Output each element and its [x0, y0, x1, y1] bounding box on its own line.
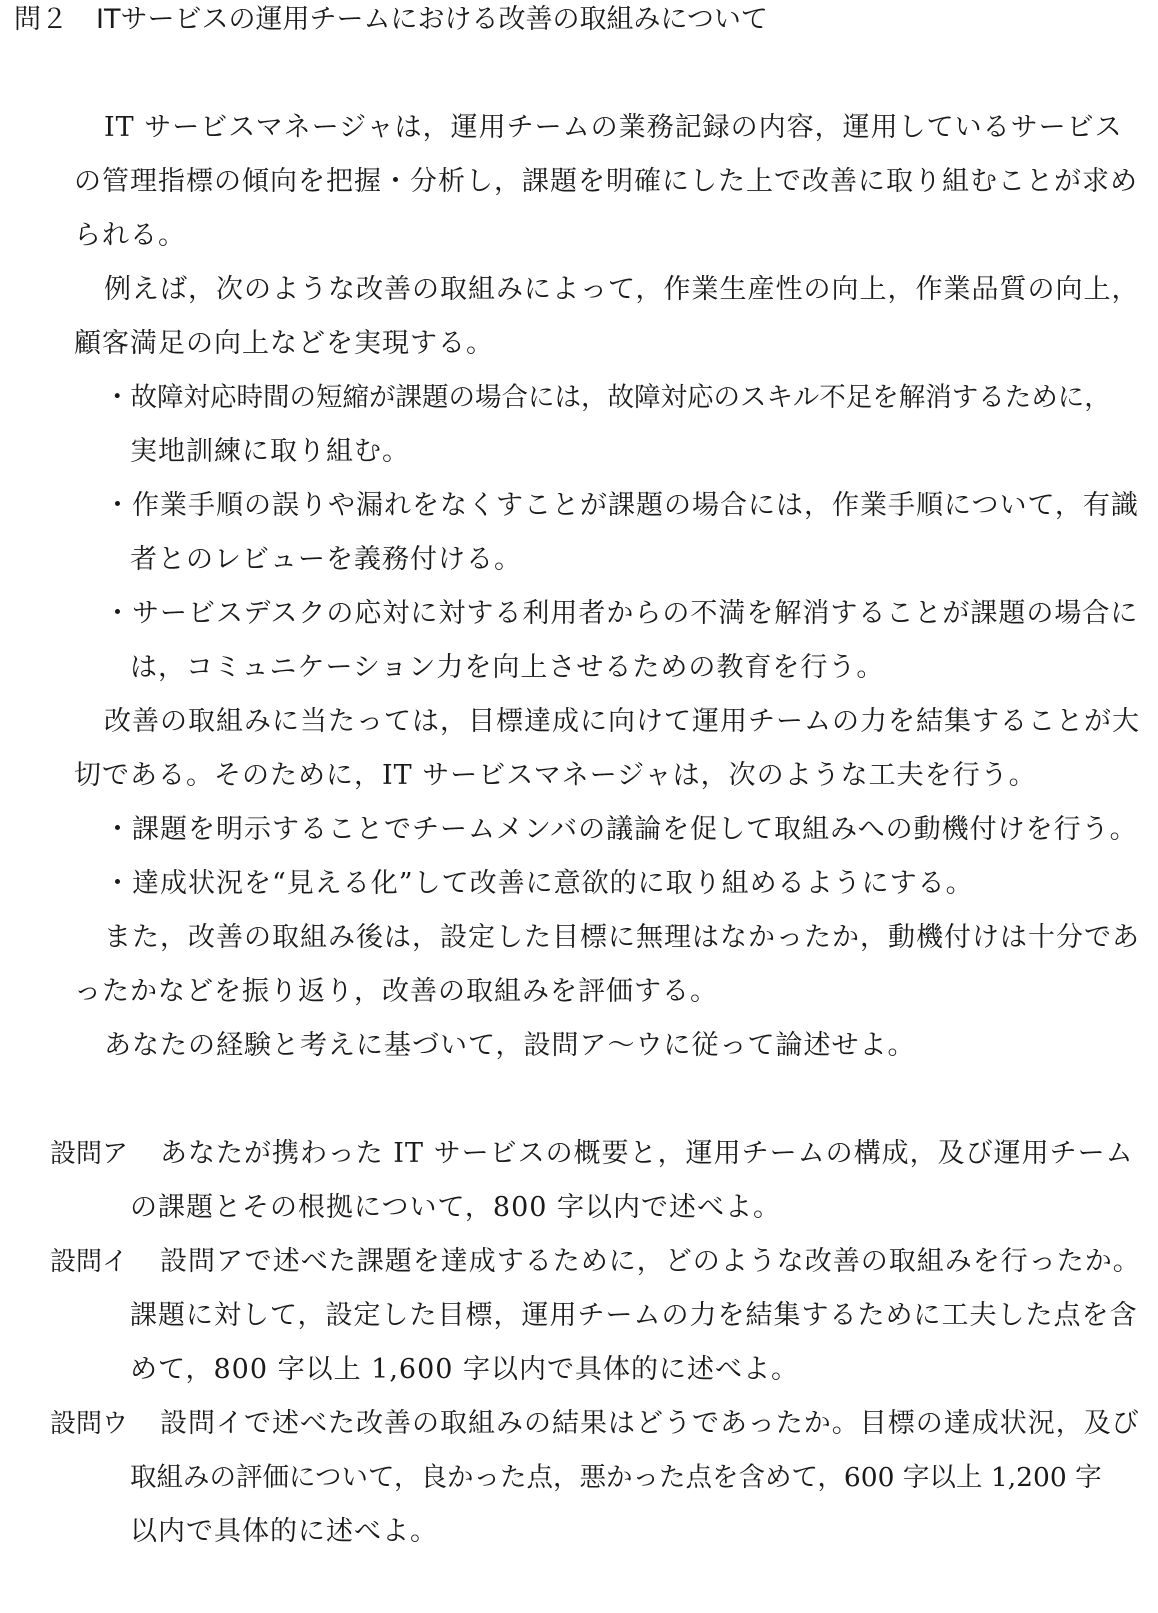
- instruction-line: また，改善の取組み後は，設定した目標に無理はなかったか，動機付けは十分であ: [104, 922, 1140, 953]
- question-title: [14, 2, 768, 38]
- instruction-line: られる。: [74, 220, 186, 251]
- sub-question-line: 課題に対して，設定した目標，運用チームの力を結集するために工夫した点を含: [130, 1300, 1138, 1331]
- instruction-line: IT サービスマネージャは，運用チームの業務記録の内容，運用しているサービス: [104, 112, 1123, 143]
- sub-question-line: 取組みの評価について，良かった点，悪かった点を含めて，600 字以上 1,200 字: [130, 1462, 1102, 1493]
- instruction-line: ったかなどを振り返り，改善の取組みを評価する。: [74, 976, 718, 1007]
- instruction-line: 例えば，次のような改善の取組みによって，作業生産性の向上，作業品質の向上，: [104, 274, 1140, 305]
- bullet-item: ・作業手順の誤りや漏れをなくすことが課題の場合には，作業手順について，有識: [104, 490, 1139, 521]
- instruction-line: あなたの経験と考えに基づいて，設問ア～ウに従って論述せよ。: [104, 1030, 916, 1061]
- sub-question-label: 設問ア: [50, 1139, 129, 1169]
- bullet-continuation: 者とのレビューを義務付ける。: [130, 544, 522, 575]
- bullet-item: ・故障対応時間の短縮が課題の場合には，故障対応のスキル不足を解消するために，: [104, 382, 1111, 413]
- question-number: 問２: [14, 4, 68, 35]
- instruction-line: 切である。そのために，IT サービスマネージャは，次のような工夫を行う。: [74, 760, 1037, 791]
- bullet-continuation: は，コミュニケーション力を向上させるための教育を行う。: [130, 652, 885, 683]
- sub-question-line: 設問アで述べた課題を達成するために，どのような改善の取組みを行ったか。: [160, 1246, 1141, 1277]
- question-title-text: ITサービスの運用チームにおける改善の取組みについて: [96, 4, 768, 35]
- sub-question-line: の課題とその根拠について，800 字以内で述べよ。: [130, 1192, 782, 1223]
- instruction-line: 顧客満足の向上などを実現する。: [74, 328, 494, 359]
- bullet-item: ・課題を明示することでチームメンバの議論を促して取組みへの動機付けを行う。: [104, 814, 1138, 845]
- sub-question-label: 設問ウ: [50, 1409, 129, 1439]
- sub-question-line: 以内で具体的に述べよ。: [130, 1516, 438, 1547]
- instruction-line: 改善の取組みに当たっては，目標達成に向けて運用チームの力を結集することが大: [104, 706, 1140, 737]
- instruction-line: の管理指標の傾向を把握・分析し，課題を明確にした上で改善に取り組むことが求め: [74, 166, 1138, 197]
- sub-question-label: 設問イ: [50, 1247, 129, 1277]
- bullet-item: ・サービスデスクの応対に対する利用者からの不満を解消することが課題の場合に: [104, 598, 1139, 629]
- sub-question-line: 設問イで述べた改善の取組みの結果はどうであったか。目標の達成状況，及び: [160, 1408, 1140, 1439]
- bullet-item: ・達成状況を“見える化”して改善に意欲的に取り組めるようにする。: [104, 868, 974, 899]
- sub-question-line: あなたが携わった IT サービスの概要と，運用チームの構成，及び運用チーム: [160, 1138, 1134, 1169]
- bullet-continuation: 実地訓練に取り組む。: [130, 436, 410, 467]
- sub-question-line: めて，800 字以上 1,600 字以内で具体的に述べよ。: [130, 1354, 800, 1385]
